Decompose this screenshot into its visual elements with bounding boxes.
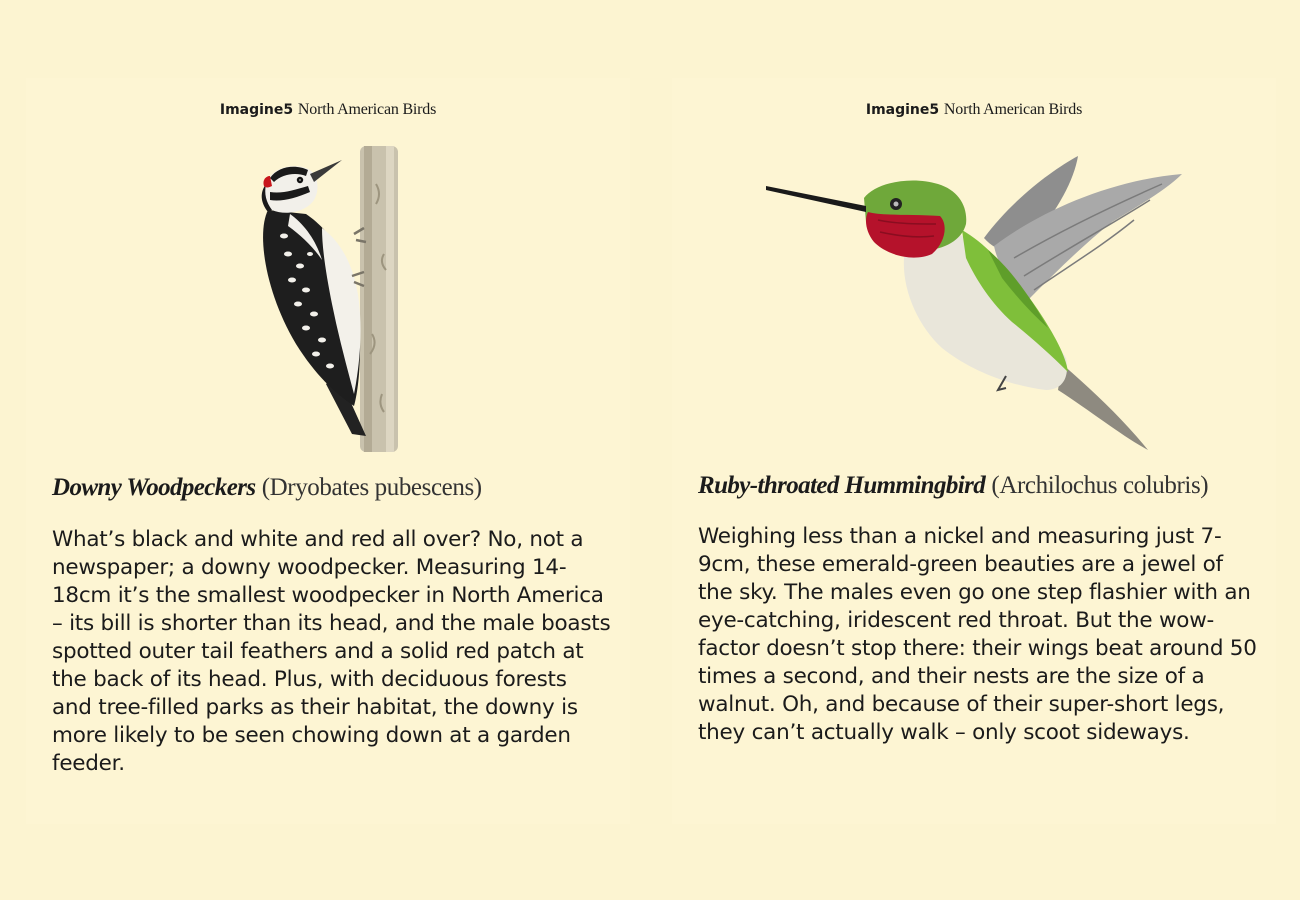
red-throat xyxy=(866,212,945,258)
series-name: North American Birds xyxy=(297,101,437,118)
bird-card-downy-woodpecker xyxy=(26,78,630,824)
bird-description: What’s black and white and red all over? No, not a newspaper; a downy woodpecker. Measuring 14-18cm it’s the smallest woodpecker in North America – its bill is shorter than its head, and the male boasts spotted outer tail feathers and a solid red patch at the back of its head. Plus, with deciduous forests and tree-filled parks as their habitat, the downy is more likely to be seen chowing down at a garden feeder. xyxy=(52,527,611,776)
woodpecker-beak xyxy=(310,160,342,182)
woodpecker-illustration xyxy=(226,144,416,454)
brand-name: Imagine5 xyxy=(219,102,294,118)
brand-name: Imagine5 xyxy=(865,102,940,118)
bird-card-ruby-throated-hummingbird xyxy=(672,78,1276,824)
scientific-name: (Dryobates pubescens) xyxy=(261,474,482,501)
bird-title xyxy=(52,474,620,502)
common-name: Downy Woodpeckers xyxy=(52,474,256,501)
publication-header xyxy=(26,100,630,119)
hummingbird-tail xyxy=(1058,364,1148,450)
publication-header xyxy=(672,100,1276,119)
hummingbird-illustration xyxy=(762,150,1192,460)
common-name: Ruby-throated Hummingbird xyxy=(698,472,986,499)
scientific-name: (Archilochus colubris) xyxy=(991,472,1209,499)
bird-title xyxy=(698,472,1266,500)
series-name: North American Birds xyxy=(943,101,1083,118)
bird-description: Weighing less than a nickel and measuring just 7-9cm, these emerald-green beauties are a jewel of the sky. The males even go one step flashier with an eye-catching, iridescent red throat. But the wow-factor doesn’t stop there: their wings beat around 50 times a second, and their nests are the size of a walnut. Oh, and because of their super-short legs, they can’t actually walk – only scoot sideways. xyxy=(698,524,1257,745)
hummingbird-beak xyxy=(766,186,866,212)
